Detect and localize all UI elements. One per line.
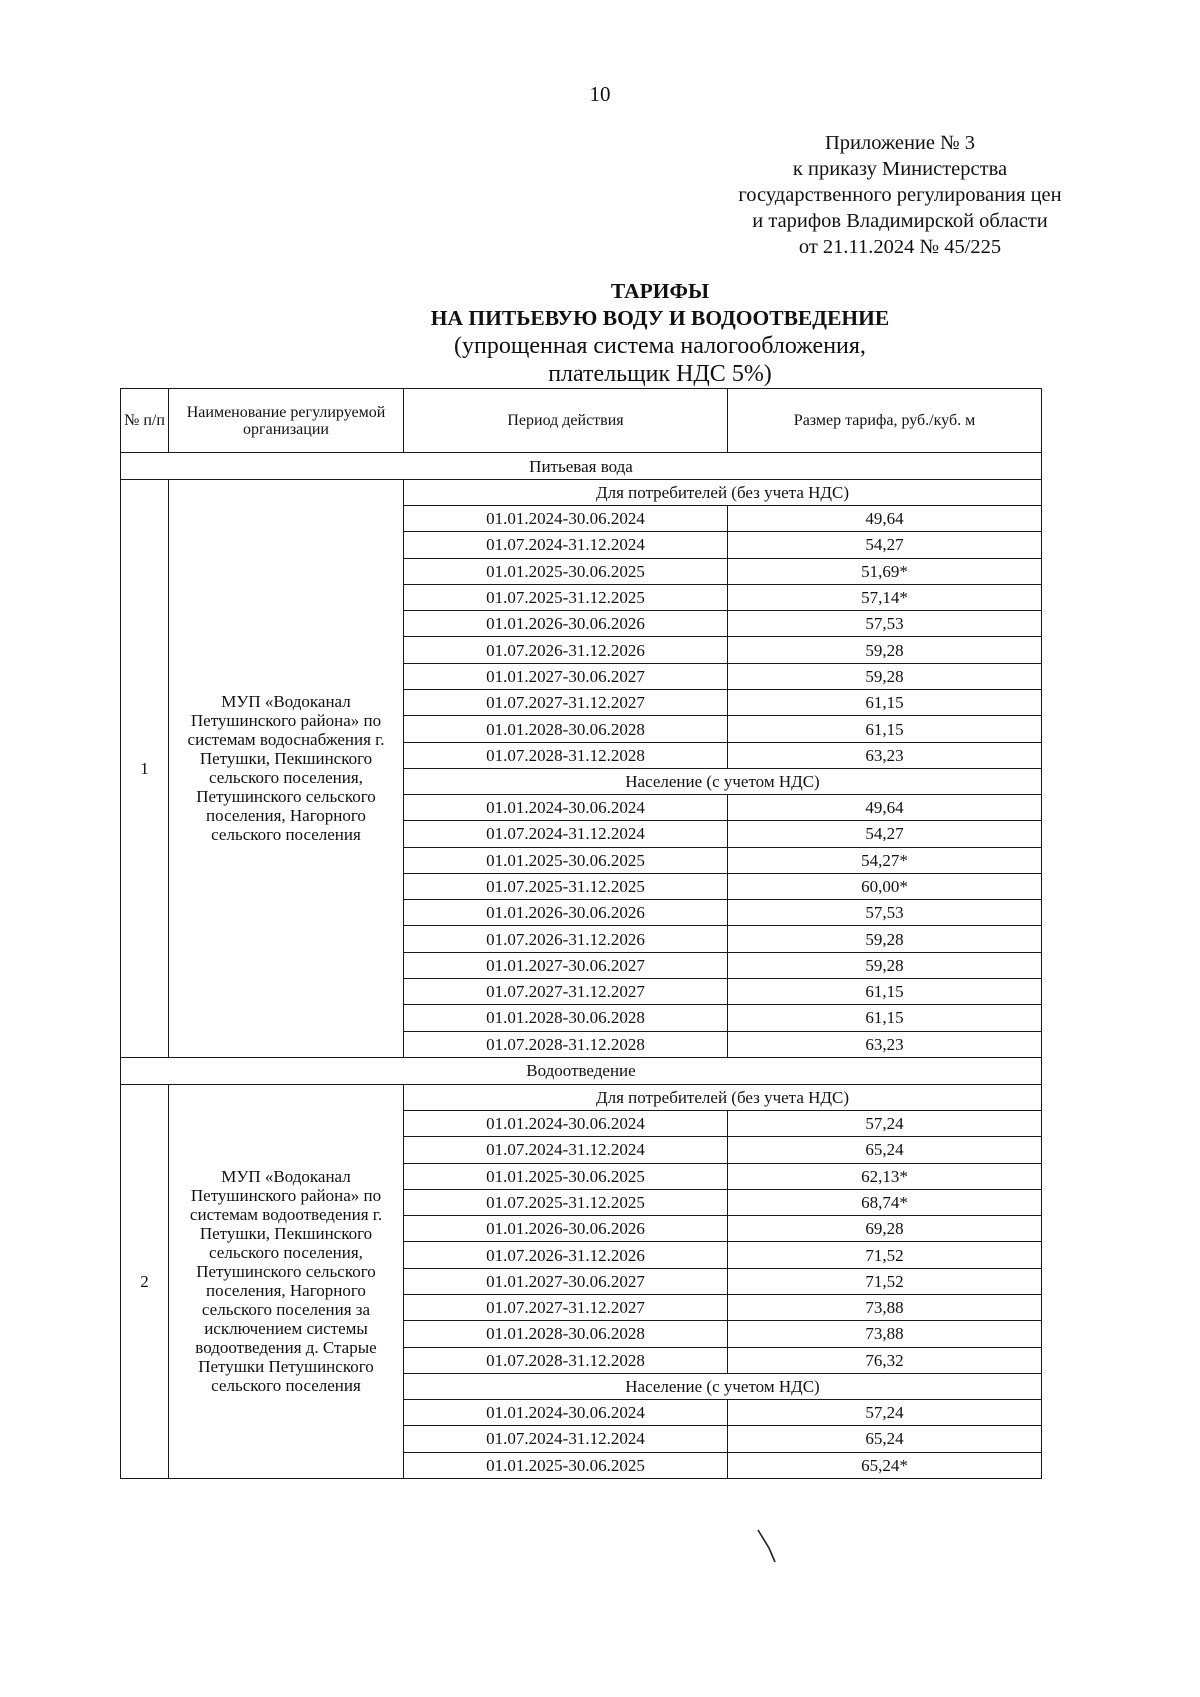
tariff-value-cell: 51,69* [728,558,1042,584]
appendix-line: и тарифов Владимирской области [752,210,1048,232]
appendix-reference [680,130,1120,260]
period-cell: 01.01.2028-30.06.2028 [404,716,728,742]
row-number: 2 [121,1084,169,1478]
tariff-value-cell: 60,00* [728,873,1042,899]
tariff-value-cell: 68,74* [728,1189,1042,1215]
tariff-value-cell: 76,32 [728,1347,1042,1373]
period-cell: 01.01.2027-30.06.2027 [404,1268,728,1294]
period-cell: 01.07.2024-31.12.2024 [404,1426,728,1452]
period-cell: 01.01.2027-30.06.2027 [404,663,728,689]
organization-name: МУП «Водоканал Петушинского района» по системам водоотведения г. Петушки, Пекшинского сельского поселения, Петушинского сельского поселения, Нагорного сельского поселения за исключением системы водоотведения д. Старые Петушки Петушинского сельского поселения [169,1084,404,1478]
period-cell: 01.07.2025-31.12.2025 [404,873,728,899]
period-cell: 01.01.2025-30.06.2025 [404,1452,728,1478]
consumer-group-title: Для потребителей (без учета НДС) [404,480,1042,506]
period-cell: 01.07.2027-31.12.2027 [404,690,728,716]
tariff-value-cell: 63,23 [728,742,1042,768]
tariff-value-cell: 62,13* [728,1163,1042,1189]
period-cell: 01.07.2026-31.12.2026 [404,926,728,952]
consumer-group-row [121,1084,1042,1110]
period-cell: 01.07.2027-31.12.2027 [404,979,728,1005]
row-number: 1 [121,480,169,1058]
consumer-group-title: Для потребителей (без учета НДС) [404,1084,1042,1110]
tariff-value-cell: 65,24* [728,1452,1042,1478]
tariff-value-cell: 73,88 [728,1295,1042,1321]
tariffs-table [120,388,1042,1479]
period-cell: 01.01.2026-30.06.2026 [404,1216,728,1242]
period-cell: 01.07.2024-31.12.2024 [404,1137,728,1163]
section-row [121,1057,1042,1084]
tariff-value-cell: 65,24 [728,1137,1042,1163]
page-number: 10 [589,82,611,106]
period-cell: 01.01.2024-30.06.2024 [404,1110,728,1136]
period-cell: 01.01.2026-30.06.2026 [404,900,728,926]
organization-name: МУП «Водоканал Петушинского района» по системам водоснабжения г. Петушки, Пекшинского сельского поселения, Петушинского сельского поселения, Нагорного сельского поселения [169,480,404,1058]
consumer-group-title: Население (с учетом НДС) [404,1373,1042,1399]
period-cell: 01.07.2026-31.12.2026 [404,637,728,663]
tariff-value-cell: 61,15 [728,716,1042,742]
appendix-line: к приказу Министерства [792,158,1008,180]
period-cell: 01.07.2028-31.12.2028 [404,1347,728,1373]
tariff-value-cell: 73,88 [728,1321,1042,1347]
consumer-group-title: Население (с учетом НДС) [404,768,1042,794]
section-row [121,453,1042,480]
period-cell: 01.07.2024-31.12.2024 [404,821,728,847]
tariff-value-cell: 61,15 [728,1005,1042,1031]
period-cell: 01.01.2025-30.06.2025 [404,847,728,873]
tariff-value-cell: 59,28 [728,637,1042,663]
period-cell: 01.01.2026-30.06.2026 [404,611,728,637]
period-cell: 01.07.2025-31.12.2025 [404,1189,728,1215]
title-main: ТАРИФЫ [610,279,710,303]
period-cell: 01.07.2028-31.12.2028 [404,1031,728,1057]
tariff-value-cell: 57,24 [728,1399,1042,1425]
tariffs-body [121,453,1042,1479]
tariff-value-cell: 54,27 [728,821,1042,847]
tariff-value-cell: 59,28 [728,663,1042,689]
tariff-value-cell: 59,28 [728,952,1042,978]
title-tax-system: (упрощенная система налогообложения, [454,333,866,359]
period-cell: 01.01.2025-30.06.2025 [404,558,728,584]
tariff-value-cell: 57,14* [728,584,1042,610]
tariff-value-cell: 54,27* [728,847,1042,873]
tariff-value-cell: 61,15 [728,979,1042,1005]
header-num: № п/п [121,389,169,453]
period-cell: 01.07.2026-31.12.2026 [404,1242,728,1268]
period-cell: 01.01.2025-30.06.2025 [404,1163,728,1189]
period-cell: 01.07.2024-31.12.2024 [404,532,728,558]
header-tariff-value: Размер тарифа, руб./куб. м [728,389,1042,453]
period-cell: 01.07.2028-31.12.2028 [404,742,728,768]
appendix-line: от 21.11.2024 № 45/225 [798,236,1002,258]
appendix-line: Приложение № 3 [824,132,976,154]
period-cell: 01.07.2027-31.12.2027 [404,1295,728,1321]
section-title: Водоотведение [121,1057,1042,1084]
tariff-value-cell: 57,53 [728,611,1042,637]
tariff-value-cell: 69,28 [728,1216,1042,1242]
period-cell: 01.01.2024-30.06.2024 [404,506,728,532]
tariff-value-cell: 54,27 [728,532,1042,558]
header-period: Период действия [404,389,728,453]
period-cell: 01.01.2028-30.06.2028 [404,1005,728,1031]
period-cell: 01.01.2027-30.06.2027 [404,952,728,978]
period-cell: 01.01.2024-30.06.2024 [404,1399,728,1425]
tariff-value-cell: 57,53 [728,900,1042,926]
title-vat-payer: плательщик НДС 5%) [548,361,772,387]
tariff-value-cell: 49,64 [728,794,1042,820]
tariff-value-cell: 61,15 [728,690,1042,716]
table-header-row [121,389,1042,453]
period-cell: 01.01.2028-30.06.2028 [404,1321,728,1347]
period-cell: 01.01.2024-30.06.2024 [404,794,728,820]
document-title [200,278,1120,388]
tariff-value-cell: 59,28 [728,926,1042,952]
tariff-value-cell: 65,24 [728,1426,1042,1452]
period-cell: 01.07.2025-31.12.2025 [404,584,728,610]
consumer-group-row [121,480,1042,506]
tariff-value-cell: 71,52 [728,1268,1042,1294]
tariff-value-cell: 71,52 [728,1242,1042,1268]
tariff-value-cell: 63,23 [728,1031,1042,1057]
header-organization: Наименование регулируемой организации [169,389,404,453]
title-subject: НА ПИТЬЕВУЮ ВОДУ И ВОДООТВЕДЕНИЕ [430,306,890,330]
pen-mark [755,1528,785,1564]
tariff-value-cell: 49,64 [728,506,1042,532]
appendix-line: государственного регулирования цен [738,184,1062,206]
tariff-value-cell: 57,24 [728,1110,1042,1136]
section-title: Питьевая вода [121,453,1042,480]
